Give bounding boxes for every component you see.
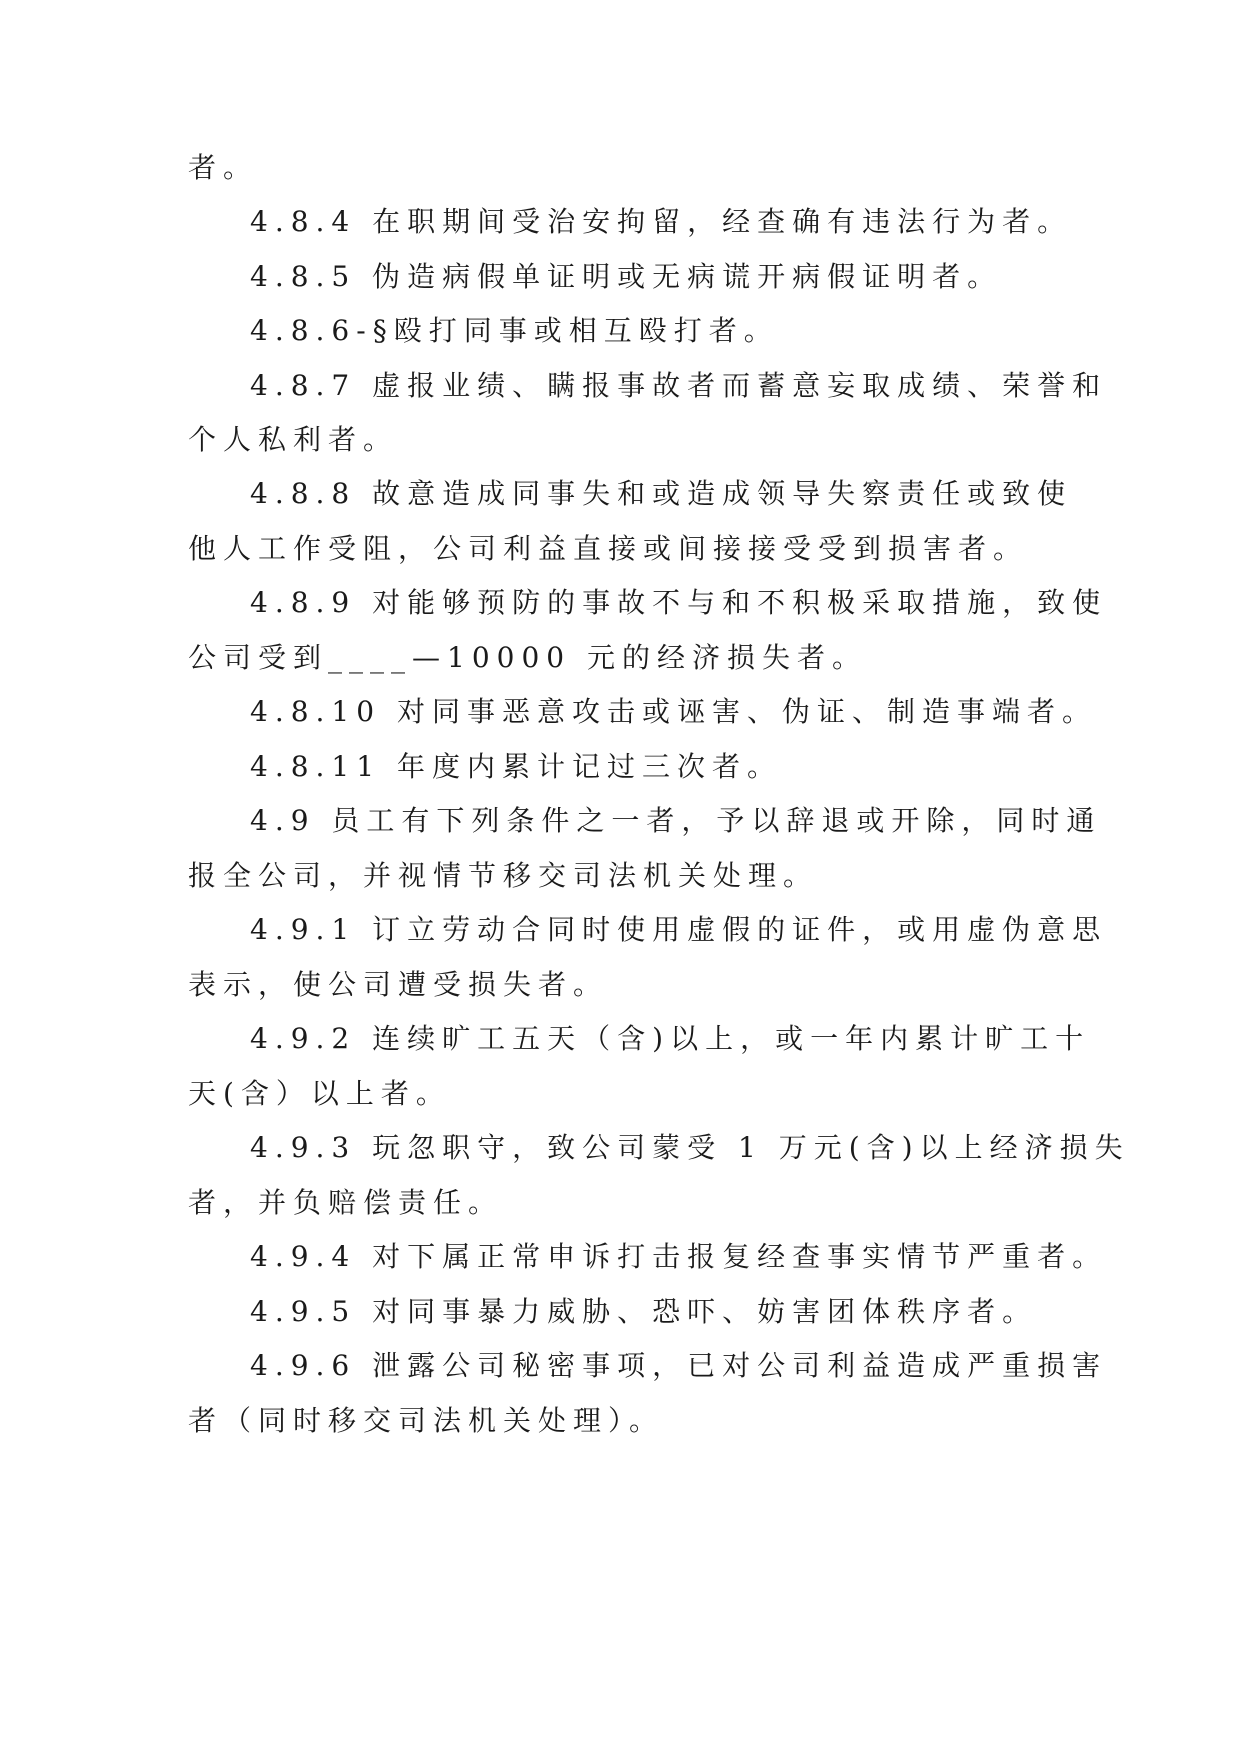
text-line: 4.8.8 故意造成同事失和或造成领导失察责任或致使 — [250, 477, 1073, 510]
text-line: 4.8.7 虚报业绩、瞒报事故者而蓄意妄取成绩、荣誉和 — [250, 369, 1108, 402]
text-line: 表示，使公司遭受损失者。 — [188, 968, 609, 1001]
text-line: 者。 — [188, 151, 259, 184]
text-line: 4.8.4 在职期间受治安拘留，经查确有违法行为者。 — [250, 205, 1073, 238]
text-line: 4.9.6 泄露公司秘密事项，已对公司利益造成严重损害 — [250, 1349, 1108, 1382]
text-line: 4.8.11 年度内累计记过三次者。 — [250, 750, 782, 783]
text-line: 4.8.6-§殴打同事或相互殴打者。 — [250, 314, 779, 347]
text-line: 报全公司，并视情节移交司法机关处理。 — [188, 859, 819, 892]
text-line: 4.9 员工有下列条件之一者，予以辞退或开除，同时通 — [250, 804, 1102, 837]
text-line: 者，并负赔偿责任。 — [188, 1186, 504, 1219]
text-line: 4.9.3 玩忽职守，致公司蒙受 1 万元(含)以上经济损失 — [250, 1131, 1130, 1164]
text-line: 个人私利者。 — [188, 423, 399, 456]
text-line: 4.8.5 伪造病假单证明或无病谎开病假证明者。 — [250, 260, 1003, 293]
text-line: 他人工作受阻，公司利益直接或间接接受受到损害者。 — [188, 532, 1029, 565]
text-line: 4.9.4 对下属正常申诉打击报复经查事实情节严重者。 — [250, 1240, 1108, 1273]
text-line: 者（同时移交司法机关处理）。 — [188, 1404, 665, 1437]
text-line: 4.8.9 对能够预防的事故不与和不积极采取措施，致使 — [250, 586, 1108, 619]
text-line: 4.9.5 对同事暴力威胁、恐吓、妨害团体秩序者。 — [250, 1295, 1038, 1328]
text-line: 公司受到____—10000 元的经济损失者。 — [188, 641, 867, 674]
text-line: 天(含）以上者。 — [188, 1077, 451, 1110]
text-line: 4.9.2 连续旷工五天（含)以上，或一年内累计旷工十 — [250, 1022, 1091, 1055]
text-line: 4.9.1 订立劳动合同时使用虚假的证件，或用虚伪意思 — [250, 913, 1108, 946]
text-line: 4.8.10 对同事恶意攻击或诬害、伪证、制造事端者。 — [250, 695, 1097, 728]
